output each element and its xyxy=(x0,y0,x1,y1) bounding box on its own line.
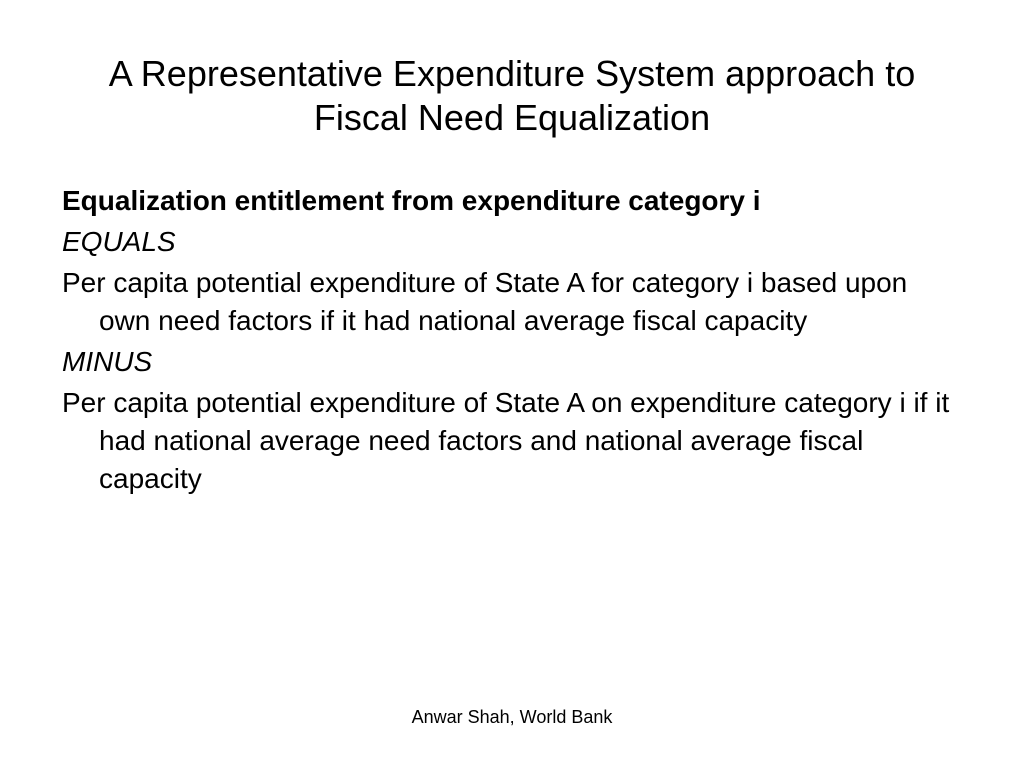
operator-minus: MINUS xyxy=(62,346,153,377)
body-heading: Equalization entitlement from expenditure category i xyxy=(62,185,761,216)
slide-footer: Anwar Shah, World Bank xyxy=(411,707,613,727)
slide-title xyxy=(40,52,984,140)
slide-title-line-2: Fiscal Need Equalization xyxy=(313,97,711,138)
slide-title-line-1: A Representative Expenditure System approach to xyxy=(108,53,916,94)
term-own-need: Per capita potential expenditure of State A for category i based upon own need factors if it had national average fiscal capacity xyxy=(62,267,908,336)
slide-body xyxy=(62,182,962,501)
operator-equals: EQUALS xyxy=(62,226,176,257)
term-national-average: Per capita potential expenditure of State A on expenditure category i if it had national average need factors and national average fiscal capacity xyxy=(62,387,950,494)
